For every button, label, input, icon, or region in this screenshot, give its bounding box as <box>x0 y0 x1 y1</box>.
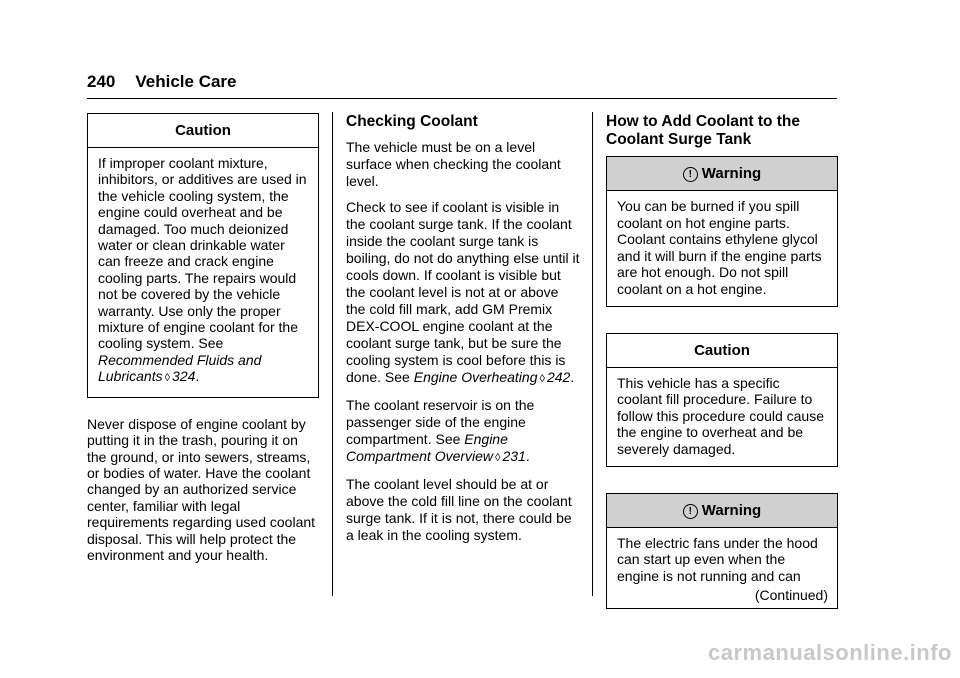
paragraph-reservoir: The coolant reservoir is on the passenger side of the engine compartment. See Engine Compartment Overview ◊ 231. <box>346 397 535 464</box>
heading-checking-coolant: Checking Coolant <box>346 113 478 130</box>
column-1 <box>87 113 319 572</box>
warning-header-1 <box>607 157 837 191</box>
column-divider-2 <box>592 112 593 596</box>
heading-add-coolant: How to Add Coolant to the Coolant Surge Tank <box>606 113 800 148</box>
paragraph-check-text: Check to see if coolant is visible in the coolant surge tank. If the coolant inside the coolant surge tank is boiling, do not do anything else until it cools down. If coolant is visible but the coolant level is not at or above the cold fill mark, add GM Premix DEX-COOL engine coolant at the coolant surge tank, but be sure the cooling system is cool before this is done. See <box>346 199 580 385</box>
paragraph-level-surface: The vehicle must be on a level surface when checking the coolant level. <box>346 139 561 189</box>
warning-icon: ! <box>683 504 698 519</box>
caution-body-2: This vehicle has a specific coolant fill procedure. Failure to follow this procedure could cause the engine to overheat and be severely damaged. <box>617 374 825 457</box>
page-header <box>87 72 237 92</box>
caution-body: If improper coolant mixture, inhibitors, or additives are used in the vehicle cooling system, the engine could overheat and be damaged. Too much deionized water or clean drinkable water can freeze and crack engine cooling parts. The repairs would not be covered by the vehicle warranty. Use only the proper mixture of engine coolant for the cooling system. See Recommended Fluids and Lubricants ◊ 324. <box>98 155 307 385</box>
header-rule <box>87 98 837 99</box>
warning-box-2 <box>606 493 838 609</box>
caution-box-2 <box>606 333 838 467</box>
warning-header-2 <box>607 494 837 528</box>
caution-title: Caution <box>607 334 837 368</box>
ref-page-324[interactable]: 324 <box>172 368 196 385</box>
disposal-paragraph: Never dispose of engine coolant by putting it in the trash, pouring it on the ground, or into sewers, streams, or bodies of water. Have the coolant changed by an authorized service center, familiar with legal requirements regarding used coolant disposal. This will help protect the environment and your health. <box>87 415 316 563</box>
watermark-text: carmanualsonline.info <box>708 640 952 665</box>
caution-text: If improper coolant mixture, inhibitors, or additives are used in the vehicle cooling system, the engine could overheat and be damaged. Too much deionized water or clean drinkable water can freeze and crack engine cooling parts. The repairs would not be covered by the vehicle warranty. Use only the proper mixture of engine coolant for the cooling system. See <box>98 155 307 352</box>
paragraph-check-visible: Check to see if coolant is visible in the coolant surge tank. If the coolant inside the coolant surge tank is boiling, do not do anything else until it cools down. If coolant is visible but the coolant level is not at or above the cold fill mark, add GM Premix DEX-COOL engine coolant at the coolant surge tank, but be sure the cooling system is cool before this is done. See Engine Overheating ◊ 242. <box>346 199 580 385</box>
warning-icon: ! <box>683 167 698 182</box>
section-title: Vehicle Care <box>135 72 237 91</box>
paragraph-reservoir-text: The coolant reservoir is on the passenger side of the engine compartment. See <box>346 397 535 447</box>
ref-page-231[interactable]: 231 <box>502 448 526 464</box>
warning-body-2 <box>607 528 837 608</box>
caution-title: Caution <box>88 114 318 148</box>
ref-engine-overheating[interactable]: Engine Overheating <box>413 369 538 385</box>
warning-title: Warning <box>701 501 762 519</box>
warning-2-text: The electric fans under the hood can start up even when the engine is not running and can <box>617 534 818 584</box>
warning-title: Warning <box>701 165 762 182</box>
page-ref-icon: ◊ <box>539 373 545 385</box>
paragraph-cold-fill: The coolant level should be at or above the cold fill line on the coolant surge tank. If it is not, there could be a leak in the cooling system. <box>346 476 572 543</box>
caution-box-1 <box>87 113 319 398</box>
column-divider-1 <box>332 112 333 596</box>
page-ref-icon: ◊ <box>164 372 171 385</box>
continued-label: (Continued) <box>754 587 828 604</box>
page-ref-icon: ◊ <box>495 452 501 464</box>
column-3 <box>606 113 838 609</box>
warning-body-1: You can be burned if you spill coolant on hot engine parts. Coolant contains ethylene glycol and it will burn if the engine parts are hot enough. Do not spill coolant on a hot engine. <box>617 198 822 297</box>
warning-box-1 <box>606 156 838 307</box>
ref-engine-compartment[interactable]: Engine Compartment Overview <box>346 431 508 464</box>
column-2 <box>346 113 580 553</box>
ref-page-242[interactable]: 242 <box>546 369 571 385</box>
ref-recommended-fluids[interactable]: Recommended Fluids and Lubricants <box>98 351 262 385</box>
page-number: 240 <box>87 72 116 91</box>
